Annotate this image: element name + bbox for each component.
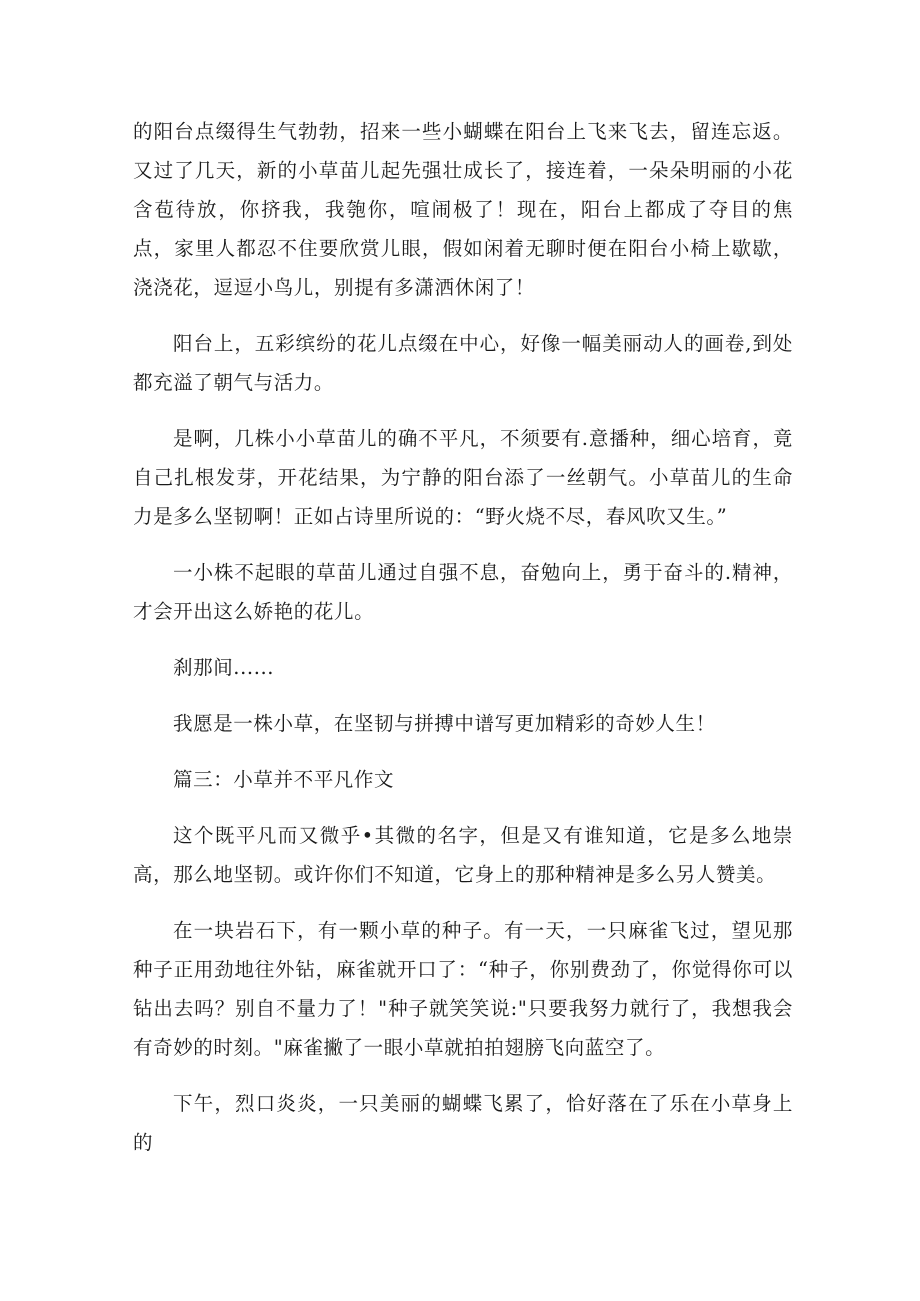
paragraph-3: 是啊，几株小小草苗儿的确不平凡，不须要有.意播种，细心培育，竟自己扎根发芽，开花结果，为宁静的阳台添了一丝朝气。小草苗儿的生命力是多么坚韧啊！正如占诗里所说的：“野火烧不尽，春风吹又生。”: [133, 427, 793, 528]
paragraph-7: 这个既平凡而又微乎•其微的名字，但是又有谁知道，它是多么地崇高，那么地坚韧。或许你们不知道，它身上的那种精神是多么另人赞美。: [133, 824, 793, 886]
section-heading: 篇三：小草并不平凡作文: [173, 768, 395, 791]
paragraph-4: 一小株不起眼的草苗儿通过自强不息，奋勉向上，勇于奋斗的.精神，才会开出这么娇艳的花儿。: [133, 561, 793, 623]
paragraph-5: 刹那间......: [173, 656, 275, 679]
paragraph-9: 下午，烈口炎炎，一只美丽的蝴蝶飞累了，恰好落在了乐在小草身上的: [133, 1092, 793, 1154]
paragraph-2: 阳台上，五彩缤纷的花儿点缀在中心，好像一幅美丽动人的画卷,到处都充溢了朝气与活力。: [133, 332, 793, 394]
document-body: [133, 112, 793, 1179]
paragraph-1: 的阳台点缀得生气勃勃，招来一些小蝴蝶在阳台上飞来飞去，留连忘返。又过了几天，新的小草苗儿起先强壮成长了，接连着，一朵朵明丽的小花含苞待放，你挤我，我匏你，喧闹极了！现在，阳台上都成了夺目的焦点，家里人都忍不住要欣赏儿眼，假如闲着无聊时便在阳台小椅上歇歇，浇浇花，逗逗小鸟儿，别提有多潇洒休闲了！: [133, 120, 793, 299]
paragraph-6: 我愿是一株小草，在坚韧与拼搏中谱写更加精彩的奇妙人生！: [173, 712, 716, 735]
paragraph-8: 在一块岩石下，有一颗小草的种子。有一天，一只麻雀飞过，望见那种子正用劲地往外钻，麻雀就开口了：“种子，你别费劲了，你觉得你可以钻出去吗？别自不量力了！"种子就笑笑说:"只要我努力就行了，我想我会有奇妙的时刻。"麻雀撇了一眼小草就拍拍翅膀飞向蓝空了。: [133, 919, 793, 1059]
